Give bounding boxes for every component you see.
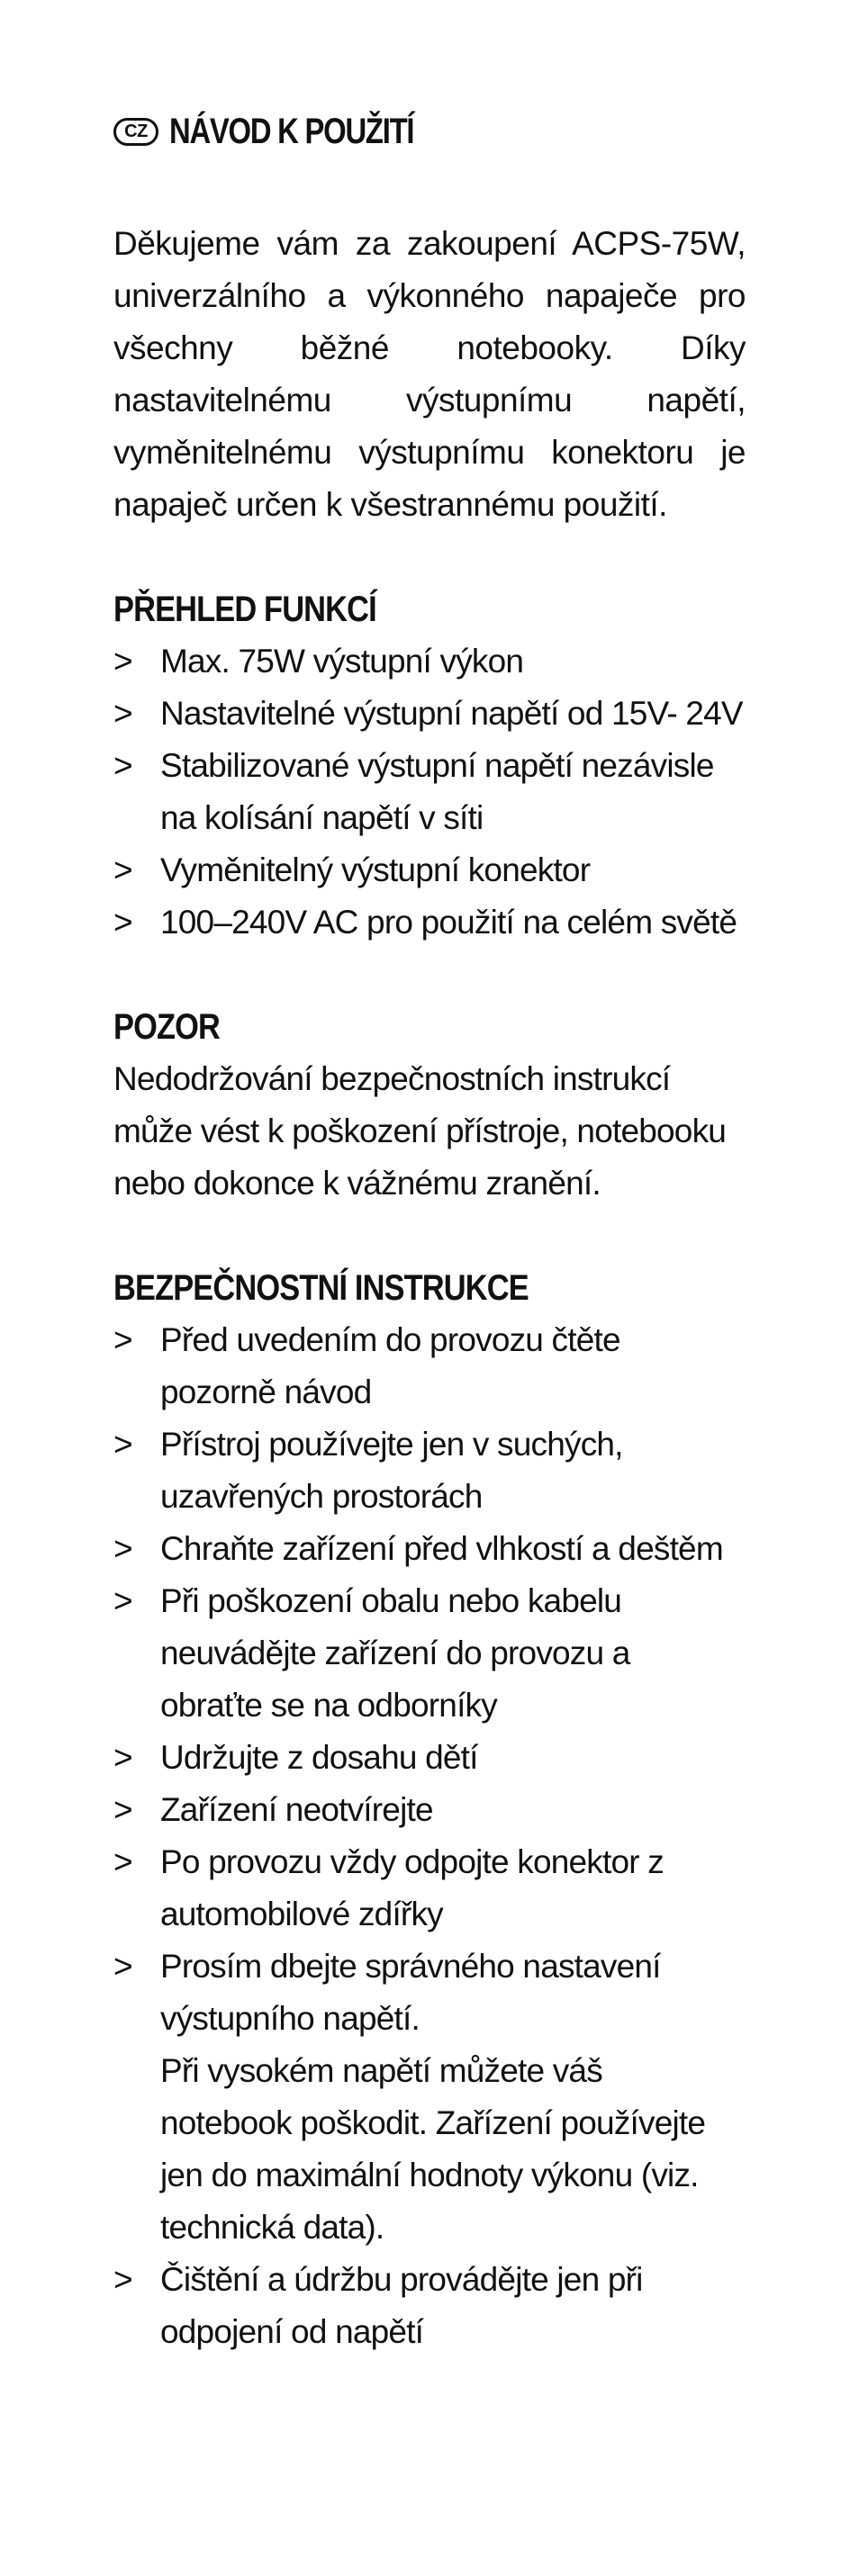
- list-item: [113, 1419, 746, 1523]
- bullet-arrow: >: [113, 747, 132, 784]
- list-item: [113, 2254, 746, 2358]
- bullet-arrow: >: [113, 1530, 132, 1567]
- warning-text: Nedodržování bezpečnostních instrukcí může vést k poškození přístroje, notebooku nebo dokonce k vážnému zranění.: [113, 1060, 727, 1202]
- bullet-arrow: >: [113, 1582, 132, 1619]
- bullet-arrow: >: [113, 695, 132, 732]
- list-item-text: Udržujte z dosahu dětí: [160, 1739, 478, 1776]
- list-item-text: Chraňte zařízení před vlhkostí a deštěm: [160, 1530, 723, 1567]
- features-list: [113, 635, 746, 949]
- bullet-arrow: >: [113, 1321, 132, 1358]
- page-title: NÁVOD K POUŽITÍ: [169, 111, 414, 151]
- list-item-text: Nastavitelné výstupní napětí od 15V- 24V: [160, 695, 743, 732]
- list-item-note: Při vysokém napětí můžete váš notebook poškodit. Zařízení používejte jen do maximální hodnoty výkonu (viz. technická data).: [160, 2052, 706, 2246]
- list-item-text: Vyměnitelný výstupní konektor: [160, 851, 591, 888]
- list-item-text: Zařízení neotvírejte: [160, 1791, 433, 1828]
- manual-page: [113, 106, 746, 2358]
- list-item: [113, 896, 746, 949]
- intro-paragraph: Děkujeme vám za zakoupení ACPS-75W, univerzálního a výkonného napaječe pro všechny běžné notebooky. Díky nastavitelnému výstupnímu napětí, vyměnitelnému výstupnímu konektoru je napaječ určen k všestrannému použití.: [113, 225, 746, 523]
- list-item-text: Po provozu vždy odpojte konektor z automobilové zdířky: [160, 1843, 664, 1932]
- warning-heading: POZOR: [113, 1007, 221, 1047]
- list-item-text: Čištění a údržbu provádějte jen při odpojení od napětí: [160, 2261, 643, 2350]
- safety-section: [113, 1262, 746, 2358]
- list-item: [113, 1941, 746, 2254]
- list-item: [113, 1523, 746, 1575]
- list-item: [113, 1784, 746, 1836]
- list-item-text: Prosím dbejte správného nastavení výstupního napětí.: [160, 1948, 661, 2037]
- list-item: [113, 688, 746, 740]
- list-item: [113, 1314, 746, 1419]
- bullet-arrow: >: [113, 1843, 132, 1880]
- features-heading: PŘEHLED FUNKCÍ: [113, 590, 376, 629]
- list-item-text: Max. 75W výstupní výkon: [160, 643, 524, 680]
- list-item-text: Před uvedením do provozu čtěte pozorně návod: [160, 1321, 620, 1410]
- bullet-arrow: >: [113, 1791, 132, 1828]
- list-item: [113, 1732, 746, 1784]
- safety-list: [113, 1314, 746, 2358]
- bullet-arrow: >: [113, 1739, 132, 1776]
- list-item-text: Přístroj používejte jen v suchých, uzavřených prostorách: [160, 1426, 623, 1515]
- bullet-arrow: >: [113, 2261, 132, 2298]
- bullet-arrow: >: [113, 643, 132, 680]
- bullet-arrow: >: [113, 1948, 132, 1985]
- language-badge: CZ: [113, 118, 158, 146]
- bullet-arrow: >: [113, 1426, 132, 1463]
- bullet-arrow: >: [113, 904, 132, 941]
- list-item: [113, 1575, 746, 1732]
- title-row: [113, 106, 746, 157]
- list-item: [113, 1836, 746, 1941]
- list-item: [113, 740, 746, 844]
- bullet-arrow: >: [113, 851, 132, 888]
- list-item: [113, 635, 746, 688]
- list-item-text: 100–240V AC pro použití na celém světě: [160, 904, 737, 941]
- warning-section: [113, 1001, 746, 1210]
- list-item-text: Stabilizované výstupní napětí nezávisle na kolísání napětí v síti: [160, 747, 714, 836]
- features-section: [113, 583, 746, 949]
- list-item: [113, 844, 746, 896]
- safety-heading: BEZPEČNOSTNÍ INSTRUKCE: [113, 1268, 529, 1308]
- list-item-text: Při poškození obalu nebo kabelu neuvádějte zařízení do provozu a obraťte se na odborníky: [160, 1582, 630, 1724]
